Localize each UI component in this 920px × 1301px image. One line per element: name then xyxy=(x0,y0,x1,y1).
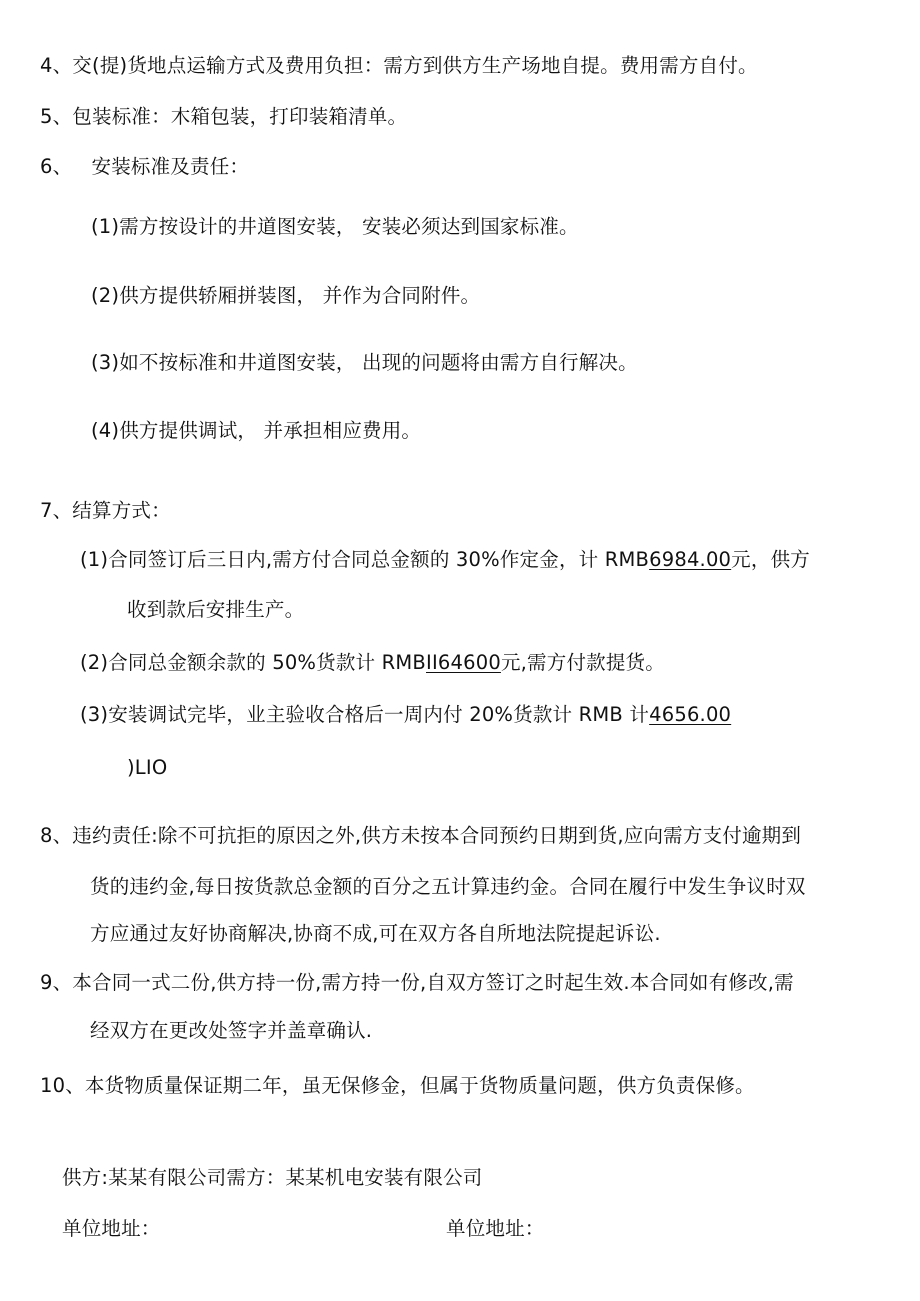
deposit-amount: 6984.00 xyxy=(649,548,732,571)
signature-parties: 供方:某某有限公司需方：某某机电安装有限公司 xyxy=(62,1166,483,1189)
clause-7-item-1-tail: 元，供方 xyxy=(731,548,810,571)
clause-8-line-1: 8、违约责任:除不可抗拒的原因之外,供方未按本合同预约日期到货,应向需方支付逾期到 xyxy=(40,824,802,847)
clause-7-item-1-cont: 收到款后安排生产。 xyxy=(127,598,305,621)
clause-9-line-2: 经双方在更改处签字并盖章确认. xyxy=(90,1019,373,1042)
supplier-address-label: 单位地址： xyxy=(62,1217,161,1240)
clause-9-line-1: 9、本合同一式二份,供方持一份,需方持一份,自双方签订之时起生效.本合同如有修改,需 xyxy=(40,971,794,994)
clause-7-item-2-text: (2)合同总金额余款的 50%货款计 RMB xyxy=(80,651,427,674)
clause-6-item-3: (3)如不按标准和井道图安装， 出现的问题将由需方自行解决。 xyxy=(91,351,638,374)
clause-7-heading: 7、结算方式： xyxy=(40,499,171,522)
balance-amount: II64600 xyxy=(426,651,501,674)
clause-7-item-1-text: (1)合同签订后三日内,需方付合同总金额的 30%作定金，计 RMB xyxy=(80,548,650,571)
clause-7-item-3 xyxy=(80,702,731,728)
clause-6-heading: 6、 安装标准及责任： xyxy=(40,155,250,178)
clause-8-line-2: 货的违约金,每日按货款总金额的百分之五计算违约金。合同在履行中发生争议时双 xyxy=(90,875,806,898)
clause-5: 5、包装标准：木箱包装，打印装箱清单。 xyxy=(40,105,408,128)
clause-7-item-3-text: (3)安装调试完毕，业主验收合格后一周内付 20%货款计 RMB 计 xyxy=(80,703,650,726)
buyer-address-label: 单位地址： xyxy=(446,1217,545,1240)
clause-6-item-4: (4)供方提供调试， 并承担相应费用。 xyxy=(91,419,422,442)
clause-7-item-1 xyxy=(80,547,810,573)
clause-4: 4、交(提)货地点运输方式及费用负担：需方到供方生产场地自提。费用需方自付。 xyxy=(40,54,758,77)
clause-7-item-3-cont: )LIO xyxy=(127,756,168,779)
clause-6-item-1: (1)需方按设计的井道图安装， 安装必须达到国家标准。 xyxy=(91,215,579,238)
clause-10: 10、本货物质量保证期二年，虽无保修金，但属于货物质量问题，供方负责保修。 xyxy=(40,1074,755,1097)
clause-8-line-3: 方应通过友好协商解决,协商不成,可在双方各自所地法院提起诉讼. xyxy=(90,922,661,945)
clause-7-item-2-tail: 元,需方付款提货。 xyxy=(500,651,665,674)
clause-6-item-2: (2)供方提供轿厢拼装图， 并作为合同附件。 xyxy=(91,284,481,307)
clause-7-item-2 xyxy=(80,650,665,676)
final-payment-amount: 4656.00 xyxy=(649,703,732,726)
